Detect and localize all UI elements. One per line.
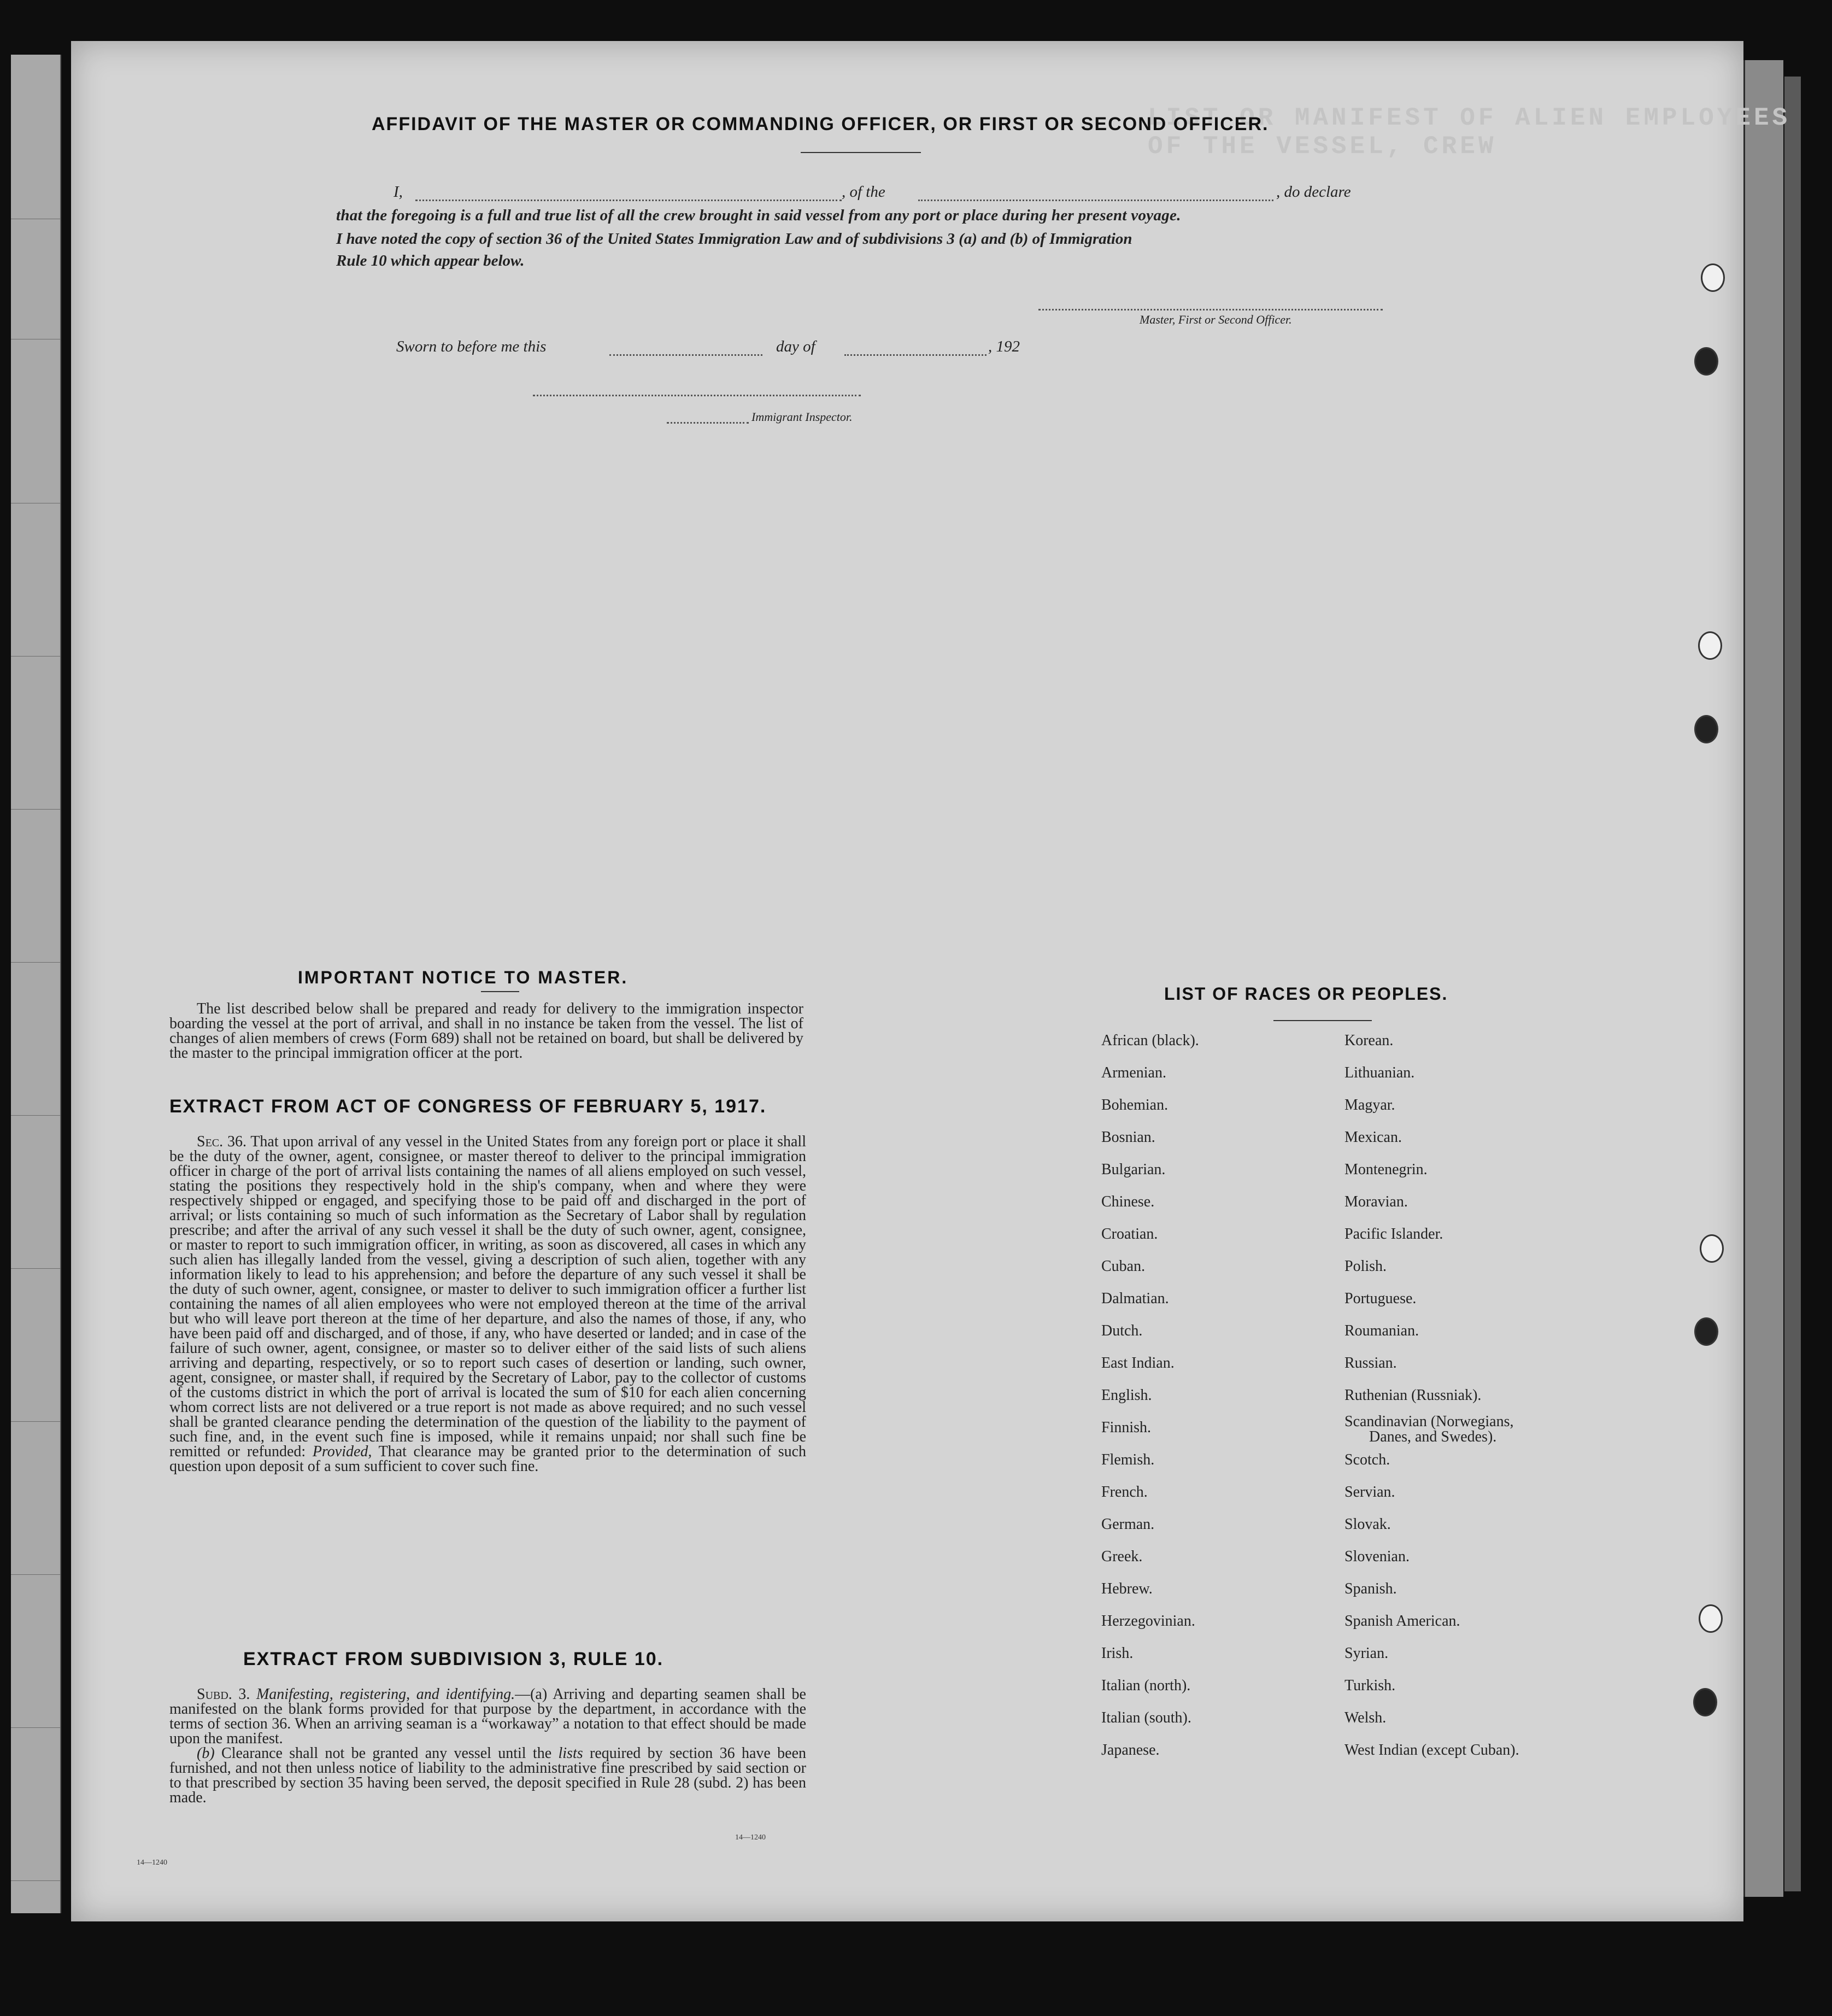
- punch-hole: [1700, 1234, 1724, 1263]
- race-item: Croatian.: [1101, 1226, 1158, 1243]
- race-item: Dutch.: [1101, 1322, 1143, 1339]
- binding-edge: [1743, 60, 1783, 1897]
- extract-act-text: Sec. 36. That upon arrival of any vessel in the United States from any foreign port or place it shall be the duty of the owner, agent, consignee, or master thereof to deliver to the principal immigration officer in charge of the port of arrival lists containing the names of all aliens employed on such vessel, stating the positions they respectively hold in the ship's company, when and where they were respectively shipped or engaged, and specifying those to be paid off and discharged in the port of arrival; or lists containing so much of such information as the Secretary of Labor shall by regulation prescribe; and after the arrival of any such vessel it shall be the duty of such owner, agent, consignee, or master to report to such immigration officer, in writing, as soon as discovered, all cases in which any such alien has illegally landed from the vessel, giving a description of such alien, together with any information likely to lead to his apprehension; and before the departure of any such vessel it shall be the duty of such owner, agent, consignee, or master to deliver to such immigration officer a further list containing the names of all alien employees who were not employed thereon at the time of the arrival but who will leave port thereon at the time of her departure, and also the names of those, if any, who have been paid off and discharged, and of those, if any, who have deserted or landed; and in case of the failure of such owner, agent, consignee, or master so to deliver either of the said lists of such aliens arriving and departing, respectively, or so to report such cases of desertion or landing, such owner, agent, consignee, or master shall, if required by the Secretary of Labor, pay to the collector of customs of the customs district in which the port of arrival is located the sum of $10 for each alien concerning whom correct lists are not delivered or a true report is not made as above required; and no such vessel shall be granted clearance pending the determination of the question of the liability to the payment of such fine, and, in the event such fine is imposed, while it remains unpaid; nor shall such fine be remitted or refunded: Provided, That clearance may be granted prior to the determination of such question upon deposit of a sum sufficient to cover such fine.: [169, 1133, 807, 1475]
- race-item: Greek.: [1101, 1548, 1143, 1565]
- master-signature-line[interactable]: [1038, 309, 1383, 310]
- race-item: Dalmatian.: [1101, 1290, 1169, 1307]
- affidavit-line-2: that the foregoing is a full and true list of all the crew brought in said vessel from any port or place during her present voyage.: [336, 207, 1181, 224]
- punch-hole: [1693, 1688, 1717, 1716]
- race-item: Flemish.: [1101, 1451, 1155, 1468]
- race-item: Cuban.: [1101, 1258, 1146, 1275]
- race-item: Portuguese.: [1344, 1290, 1417, 1307]
- race-item: Spanish American.: [1344, 1613, 1460, 1630]
- races-rule: [1273, 1020, 1372, 1021]
- day-of-label: day of: [776, 338, 815, 355]
- punch-hole: [1698, 631, 1722, 660]
- race-item: Polish.: [1344, 1258, 1387, 1275]
- vessel-field[interactable]: [918, 200, 1273, 201]
- race-item: Magyar.: [1344, 1097, 1395, 1114]
- race-item: Welsh.: [1344, 1709, 1387, 1726]
- race-item: Bosnian.: [1101, 1129, 1155, 1146]
- race-item: Moravian.: [1344, 1193, 1408, 1210]
- race-item: Lithuanian.: [1344, 1064, 1415, 1081]
- inspector-label: Immigrant Inspector.: [751, 410, 853, 424]
- race-item: Slovenian.: [1344, 1548, 1410, 1565]
- punch-hole: [1694, 347, 1718, 376]
- race-item: Slovak.: [1344, 1516, 1391, 1533]
- race-item: Herzegovinian.: [1101, 1613, 1195, 1630]
- sworn-label: Sworn to before me this: [396, 338, 547, 355]
- extract-act-title: EXTRACT FROM ACT OF CONGRESS OF FEBRUARY 5, 1917.: [169, 1096, 767, 1117]
- extract-rule-text: Subd. 3. Manifesting, registering, and identifying.—(a) Arriving and departing seamen shall be manifested on the blank forms provided for that purpose by the department, in accordance with the terms of section 36. When an arriving seaman is a “workaway” a notation to that effect should be made upon the manifest. (b) Clearance shall not be granted any vessel until the lists required by section 36 have been furnished, and not then unless notice of liability to the administrative fine prescribed by said section or to that prescribed by section 35 having been served, the deposit specified in Rule 28 (subd. 2) has been made.: [169, 1686, 807, 1806]
- footer-form-code: 14—1240: [137, 1859, 167, 1867]
- sworn-month-field[interactable]: [844, 354, 987, 356]
- race-item: West Indian (except Cuban).: [1344, 1742, 1519, 1759]
- year-label: , 192: [988, 338, 1020, 355]
- race-item: Turkish.: [1344, 1677, 1396, 1694]
- race-item: Mexican.: [1344, 1129, 1402, 1146]
- extract-rule-title: EXTRACT FROM SUBDIVISION 3, RULE 10.: [243, 1649, 664, 1669]
- race-item: Spanish.: [1344, 1580, 1397, 1597]
- notice-title: IMPORTANT NOTICE TO MASTER.: [298, 968, 629, 987]
- affidavit-title: AFFIDAVIT OF THE MASTER OR COMMANDING OFFICER, OR FIRST OR SECOND OFFICER.: [372, 114, 1269, 134]
- race-item: German.: [1101, 1516, 1155, 1533]
- race-item: Russian.: [1344, 1355, 1397, 1372]
- notice-rule: [481, 991, 519, 992]
- inspector-signature-line-1[interactable]: [533, 395, 861, 396]
- affidavit-i: I,: [394, 183, 403, 201]
- race-item: Italian (south).: [1101, 1709, 1191, 1726]
- race-item: Japanese.: [1101, 1742, 1160, 1759]
- race-item: Hebrew.: [1101, 1580, 1153, 1597]
- punch-hole: [1699, 1604, 1723, 1633]
- race-item: Bulgarian.: [1101, 1161, 1166, 1178]
- master-signature-label: Master, First or Second Officer.: [1140, 313, 1292, 326]
- races-title: LIST OF RACES OR PEOPLES.: [1164, 984, 1448, 1004]
- race-item: Armenian.: [1101, 1064, 1166, 1081]
- race-item: French.: [1101, 1484, 1148, 1501]
- race-item: Syrian.: [1344, 1645, 1389, 1662]
- inspector-signature-line-2[interactable]: [667, 422, 749, 424]
- race-item: Bohemian.: [1101, 1097, 1169, 1114]
- binding-edge-dark: [1784, 77, 1801, 1891]
- race-item: East Indian.: [1101, 1355, 1175, 1372]
- race-item: Italian (north).: [1101, 1677, 1191, 1694]
- affidavit-line-4: Rule 10 which appear below.: [336, 252, 525, 269]
- punch-hole: [1694, 715, 1718, 743]
- race-item: Montenegrin.: [1344, 1161, 1428, 1178]
- punch-hole: [1694, 1317, 1718, 1346]
- notice-text: The list described below shall be prepared and ready for delivery to the immigration inspector boarding the vessel at the port of arrival, and shall in no instance be taken from the vessel. The list of changes of alien members of crews (Form 689) shall not be retained on board, but shall be delivered by the master to the principal immigration officer at the port.: [169, 1000, 803, 1062]
- adjacent-page-edge: [11, 55, 61, 1913]
- race-item: African (black).: [1101, 1032, 1199, 1049]
- title-rule: [801, 152, 921, 153]
- affidavit-of-the: , of the: [842, 183, 885, 201]
- sworn-day-field[interactable]: [609, 354, 762, 356]
- race-item: Irish.: [1101, 1645, 1134, 1662]
- race-item: Scotch.: [1344, 1451, 1390, 1468]
- race-item: Finnish.: [1101, 1419, 1152, 1436]
- race-item: Korean.: [1344, 1032, 1394, 1049]
- race-item: Servian.: [1344, 1484, 1395, 1501]
- affidavit-line-3: I have noted the copy of section 36 of the United States Immigration Law and of subdivisions 3 (a) and (b) of Immigration: [336, 230, 1132, 248]
- race-item: Roumanian.: [1344, 1322, 1419, 1339]
- race-item: Ruthenian (Russniak).: [1344, 1387, 1482, 1404]
- race-item: Chinese.: [1101, 1193, 1155, 1210]
- race-item-continuation: Danes, and Swedes).: [1369, 1428, 1497, 1445]
- form-code: 14—1240: [735, 1833, 766, 1842]
- punch-hole: [1701, 263, 1725, 292]
- bleed-through-heading: LIST OR MANIFEST OF ALIEN EMPLOYEES OF THE VESSEL, CREW: [1148, 104, 1791, 161]
- affidavit-do-declare: , do declare: [1276, 183, 1351, 201]
- sec-label: Sec. 36.: [197, 1133, 246, 1150]
- race-item: Pacific Islander.: [1344, 1226, 1443, 1243]
- race-item: Scandinavian (Norwegians,: [1344, 1413, 1514, 1430]
- race-item: English.: [1101, 1387, 1152, 1404]
- name-field[interactable]: [415, 200, 842, 201]
